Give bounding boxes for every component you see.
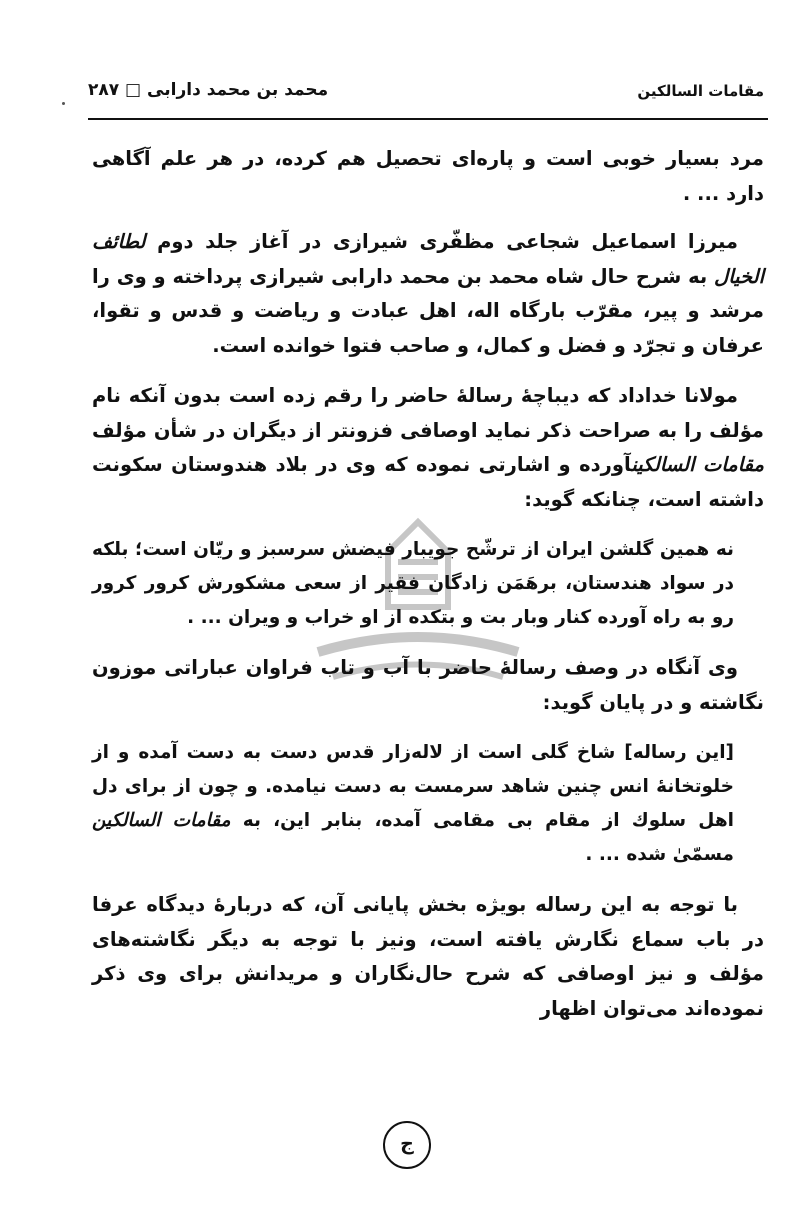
paragraph-3 <box>92 379 764 517</box>
quotation-2-text-a: [این رساله] شاخ گلی است از لاله‌زار قدس دست به دست آمده و از خلوتخانهٔ انس چنین شاهد سرمست به دست نیامده. و چون از برای دل اهل سلوك از مقام بی مقامی آمده، بنابر این، به <box>92 742 734 831</box>
paragraph-3-text-b: آورده و اشارتی نموده که وی در بلاد هندوستان سکونت داشته است، چنانکه گوید: <box>92 453 764 511</box>
paragraph-4: وی آنگاه در وصف رسالهٔ حاضر با آب و تاب فراوان عباراتی موزون نگاشته و در پایان گوید: <box>92 656 764 714</box>
folio-number: ج <box>383 1121 431 1169</box>
paragraph-1: مرد بسیار خوبی است و پاره‌ای تحصیل هم کرده، در هر علم آگاهی دارد ... . <box>92 147 764 205</box>
quotation-2 <box>92 736 764 872</box>
book-title-maqamat-quote: مقامات السالکین <box>92 810 231 831</box>
book-title-maqamat: مقامات السالکین <box>631 453 764 476</box>
quotation-2-text-b: مسمّیٰ شده ... . <box>585 844 734 865</box>
page-body <box>92 142 764 1042</box>
paragraph-3-text-a: مولانا خداداد که دیباچهٔ رسالهٔ حاضر را رقم زده است بدون آنکه نام مؤلف را به صراحت ذکر نماید اوصافی فزونتر از دیگران در شأن مؤلف <box>92 384 764 442</box>
header-author-page-number: محمد بن محمد دارابی □ ۲۸۷ <box>88 80 329 100</box>
header-rule <box>88 118 768 120</box>
book-title-lataif: لطائف الخیال <box>92 230 764 288</box>
quotation-1: نه همین گلشن ایران از ترشّح جویبار فیضش سرسبز و ریّان است؛ بلکه در سواد هندستان، برهَمَن زادگان فقیر از سعی مشکورش کرور کرور رو به راه آورده کنار وبار بت و بتکده از او خراب و ویران ... . <box>92 539 734 628</box>
paragraph-2-text-b: به شرح حال شاه محمد بن محمد دارابی شیرازی پرداخته و وی را مرشد و پیر، مقرّب بارگاه اله، اهل عبادت و ریاضت و قدس و تقوا، عرفان و تجرّد و فضل و کمال، و صاحب فتوا خوانده است. <box>92 264 764 357</box>
running-header <box>88 76 764 114</box>
paragraph-2 <box>92 225 764 363</box>
scan-speck <box>62 102 65 105</box>
header-book-title: مقامات السالکین <box>637 82 764 100</box>
paragraph-5: با توجه به این رساله بویژه بخش پایانی آن، که دربارهٔ دیدگاه عرفا در باب سماع نگارش یافته است، ونیز با توجه به دیگر نگاشته‌های مؤلف و نیز اوصافی که شرح حال‌نگاران و مریدانش برای وی ذکر نموده‌اند می‌توان اظهار <box>92 893 764 1020</box>
paragraph-2-text-a: میرزا اسماعیل شجاعی مظفّری شیرازی در آغاز جلد دوم <box>145 230 738 253</box>
